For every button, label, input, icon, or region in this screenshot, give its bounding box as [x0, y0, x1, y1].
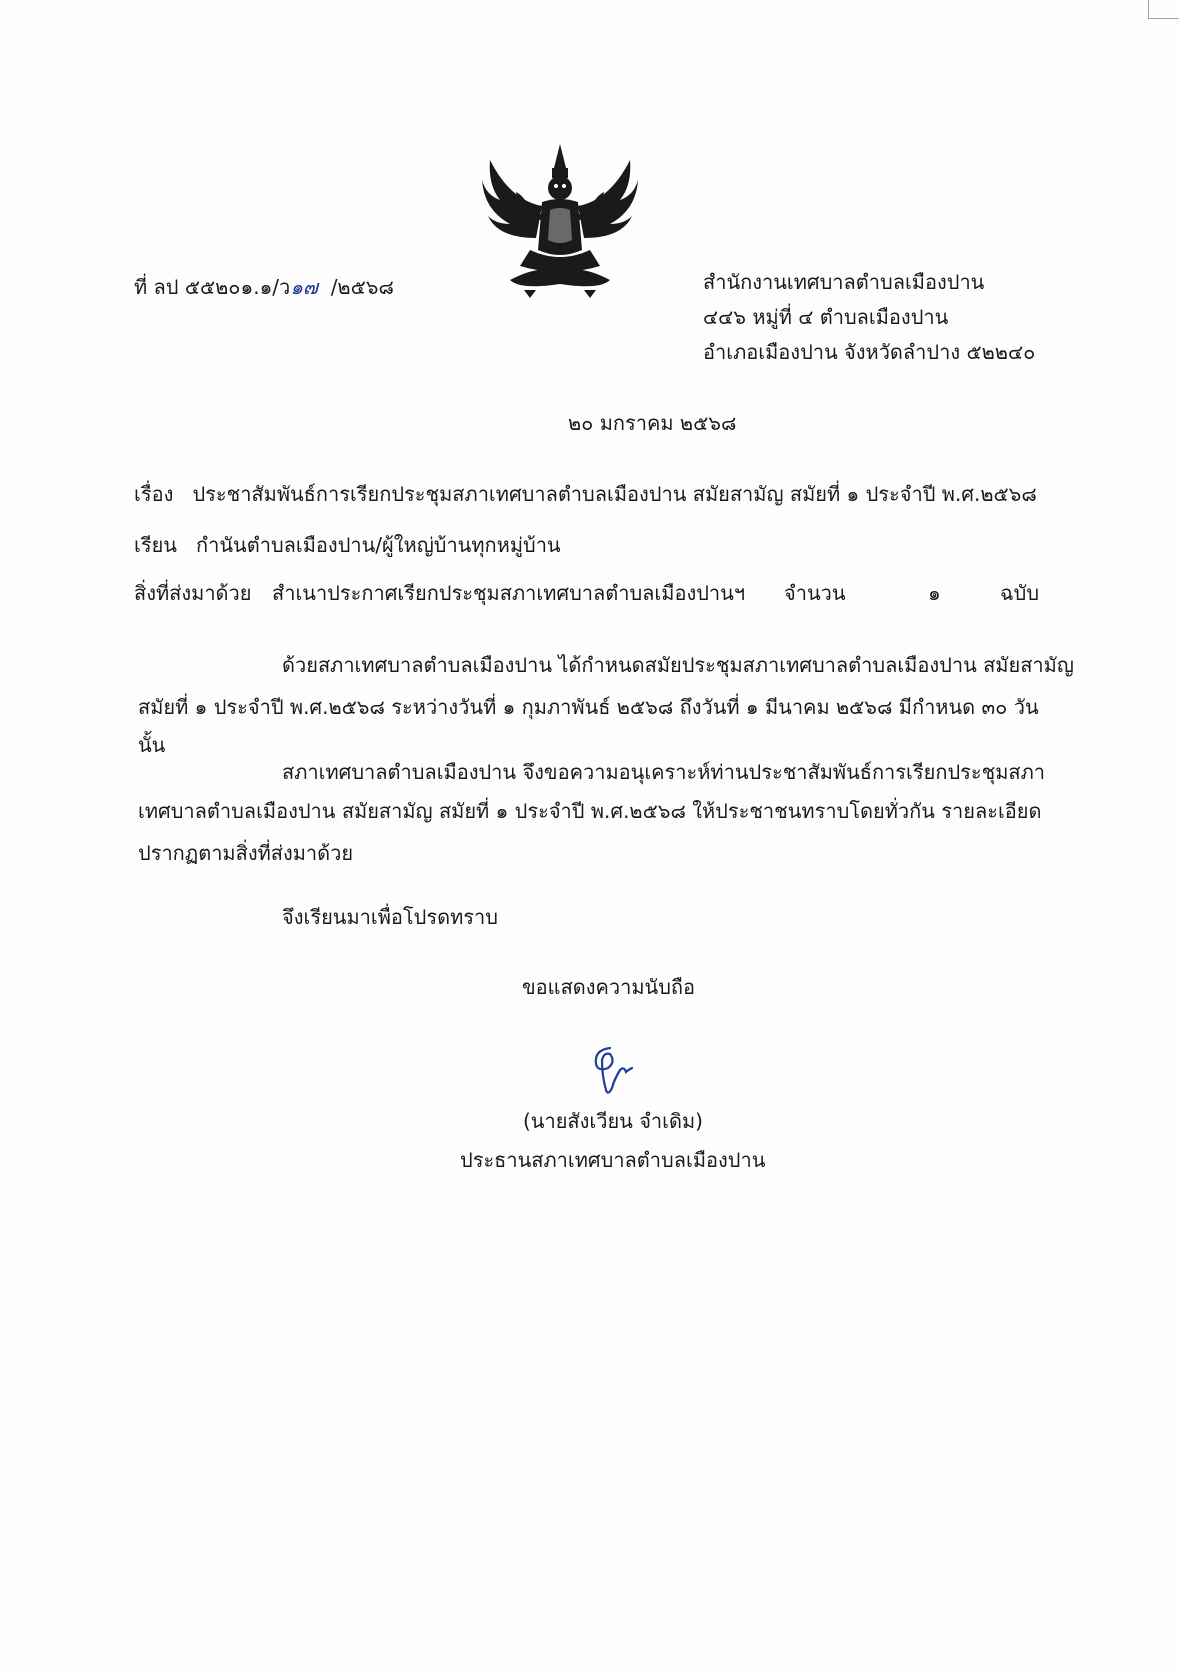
- scan-edge-mark: [1148, 0, 1179, 19]
- sign-off: ขอแสดงความนับถือ: [522, 975, 696, 999]
- enclosure-quantity: ๑: [928, 581, 941, 605]
- body-paragraph-1-line-3: นั้น: [138, 733, 166, 757]
- subject-label: เรื่อง: [134, 482, 174, 506]
- office-name: สำนักงานเทศบาลตำบลเมืองปาน: [703, 270, 985, 294]
- subject-line: [134, 484, 1037, 504]
- body-paragraph-1-line-1: ด้วยสภาเทศบาลตำบลเมืองปาน ได้กำหนดสมัยประชุมสภาเทศบาลตำบลเมืองปาน สมัยสามัญ: [282, 653, 1074, 677]
- signer-name: (นายสังเวียน จำเดิม): [523, 1109, 703, 1133]
- closing-line: จึงเรียนมาเพื่อโปรดทราบ: [282, 905, 498, 929]
- body-paragraph-1-line-2: สมัยที่ ๑ ประจำปี พ.ศ.๒๕๖๘ ระหว่างวันที่ ๑ กุมภาพันธ์ ๒๕๖๘ ถึงวันที่ ๑ มีนาคม ๒๕๖๘ มีกำหนด ๓๐ วัน: [138, 695, 1039, 719]
- recipient-text: กำนันตำบลเมืองปาน/ผู้ใหญ่บ้านทุกหมู่บ้าน: [196, 533, 561, 557]
- recipient-label: เรียน: [134, 533, 177, 557]
- body-paragraph-2-line-1: สภาเทศบาลตำบลเมืองปาน จึงขอความอนุเคราะห์ท่านประชาสัมพันธ์การเรียกประชุมสภา: [282, 760, 1045, 784]
- document-number-handwritten: ๑๗: [290, 275, 318, 299]
- subject-text: ประชาสัมพันธ์การเรียกประชุมสภาเทศบาลตำบลเมืองปาน สมัยสามัญ สมัยที่ ๑ ประจำปี พ.ศ.๒๕๖๘: [192, 482, 1037, 506]
- office-district-line: อำเภอเมืองปาน จังหวัดลำปาง ๕๒๒๔๐: [703, 340, 1036, 364]
- enclosure-text: สำเนาประกาศเรียกประชุมสภาเทศบาลตำบลเมืองปานฯ: [272, 581, 746, 605]
- recipient-line: [134, 535, 561, 555]
- garuda-emblem-icon: [480, 140, 640, 300]
- body-paragraph-2-line-3: ปรากฏตามสิ่งที่ส่งมาด้วย: [138, 841, 354, 865]
- enclosure-unit: ฉบับ: [1000, 581, 1040, 605]
- enclosure-label: สิ่งที่ส่งมาด้วย: [134, 581, 252, 605]
- enclosure-quantity-label: จำนวน: [784, 581, 846, 605]
- document-date: ๒๐ มกราคม ๒๕๖๘: [568, 411, 737, 435]
- office-address-line: ๔๔๖ หมู่ที่ ๔ ตำบลเมืองปาน: [703, 305, 949, 329]
- body-paragraph-2-line-2: เทศบาลตำบลเมืองปาน สมัยสามัญ สมัยที่ ๑ ประจำปี พ.ศ.๒๕๖๘ ให้ประชาชนทราบโดยทั่วกัน รายละเอียด: [138, 799, 1042, 823]
- signer-title: ประธานสภาเทศบาลตำบลเมืองปาน: [460, 1148, 766, 1172]
- handwritten-signature-icon: [580, 1040, 640, 1100]
- document-number-suffix: /๒๕๖๘: [330, 275, 394, 299]
- document-number-prefix: ที่ ลป ๕๕๒๐๑.๑/ว: [134, 275, 291, 299]
- document-number: [134, 277, 394, 297]
